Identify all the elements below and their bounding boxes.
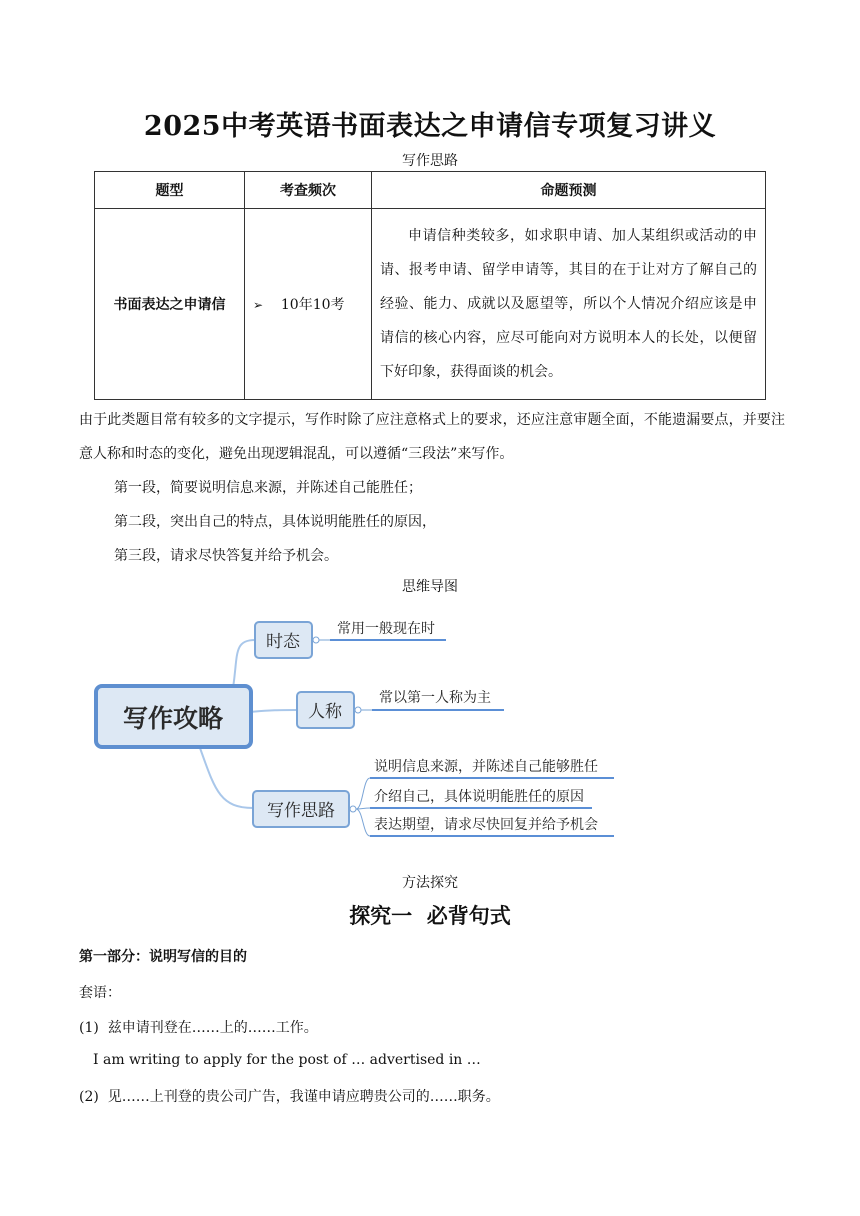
table-header-frequency: 考查频次 [245,172,372,209]
mindmap-root-label: 写作攻略 [122,704,224,733]
cell-frequency [245,209,372,400]
mindmap-branch-label: 写作思路 [267,801,335,821]
item-chinese: 兹申请刊登在……上的……工作。 [107,1020,318,1036]
mindmap-collapse-dot [350,806,356,812]
mindmap-leaf: 介绍自己，具体说明能胜任的原因 [374,789,584,805]
mindmap-connector [250,710,297,712]
step-3: 第三段，请求尽快答复并给予机会。 [114,548,338,564]
table-row [95,209,766,400]
table-header-type: 题型 [95,172,245,209]
mindmap-branch-label: 人称 [308,702,342,722]
item-chinese: 见……上刊登的贵公司广告，我谨申请应聘贵公司的……职务。 [107,1089,500,1105]
table-header-row [95,172,766,209]
exam-info-table [94,171,766,400]
mindmap-connector [200,748,253,808]
part-heading: 第一部分：说明写信的目的 [79,949,247,965]
mindmap [80,600,640,850]
item-number: (2) [79,1089,99,1105]
arrow-bullet-icon: ➢ [253,298,264,312]
intro-paragraph: 由于此类题目常有较多的文字提示，写作时除了应注意格式上的要求，还应注意审题全面，不能遗漏要点，并要注意人称和时态的变化，避免出现逻辑混乱，可以遵循“三段法”来写作。 [79,412,785,462]
section-heading: 探究一 必背句式 [349,904,511,928]
mindmap-caption: 思维导图 [402,579,458,595]
mindmap-leaf: 说明信息来源，并陈述自己能够胜任 [374,759,598,775]
list-item [79,1017,318,1037]
mindmap-collapse-dot [313,637,319,643]
step-2: 第二段，突出自己的特点，具体说明能胜任的原因， [114,514,436,530]
list-item [79,1086,500,1106]
frequency-value: 10年10考 [280,297,345,313]
phrases-label: 套语： [79,985,121,1001]
mindmap-leaf: 常用一般现在时 [337,621,435,637]
mindmap-collapse-dot [355,707,361,713]
page-title: 2025中考英语书面表达之申请信专项复习讲义 [143,111,717,142]
mindmap-branch-label: 时态 [266,632,300,652]
method-caption: 方法探究 [402,875,458,891]
cell-question-type: 书面表达之申请信 [95,209,245,400]
table-header-prediction: 命题预测 [372,172,766,209]
cell-prediction: 申请信种类较多，如求职申请、加人某组织或活动的申请、报考申请、留学申请等，其目的在于让对方了解自己的经验、能力、成就以及愿望等，所以个人情况介绍应该是申请信的核心内容，应尽可能向对方说明本人的长处，以便留下好印象，获得面谈的机会。 [372,209,766,400]
step-1: 第一段，简要说明信息来源，并陈述自己能胜任； [114,480,422,496]
section-caption-writing-ideas: 写作思路 [402,153,458,169]
item-english: I am writing to apply for the post of … advertised in … [93,1052,481,1068]
item-number: (1) [79,1020,99,1036]
mindmap-leaf: 常以第一人称为主 [379,690,491,706]
mindmap-leaf: 表达期望，请求尽快回复并给予机会 [374,817,598,833]
